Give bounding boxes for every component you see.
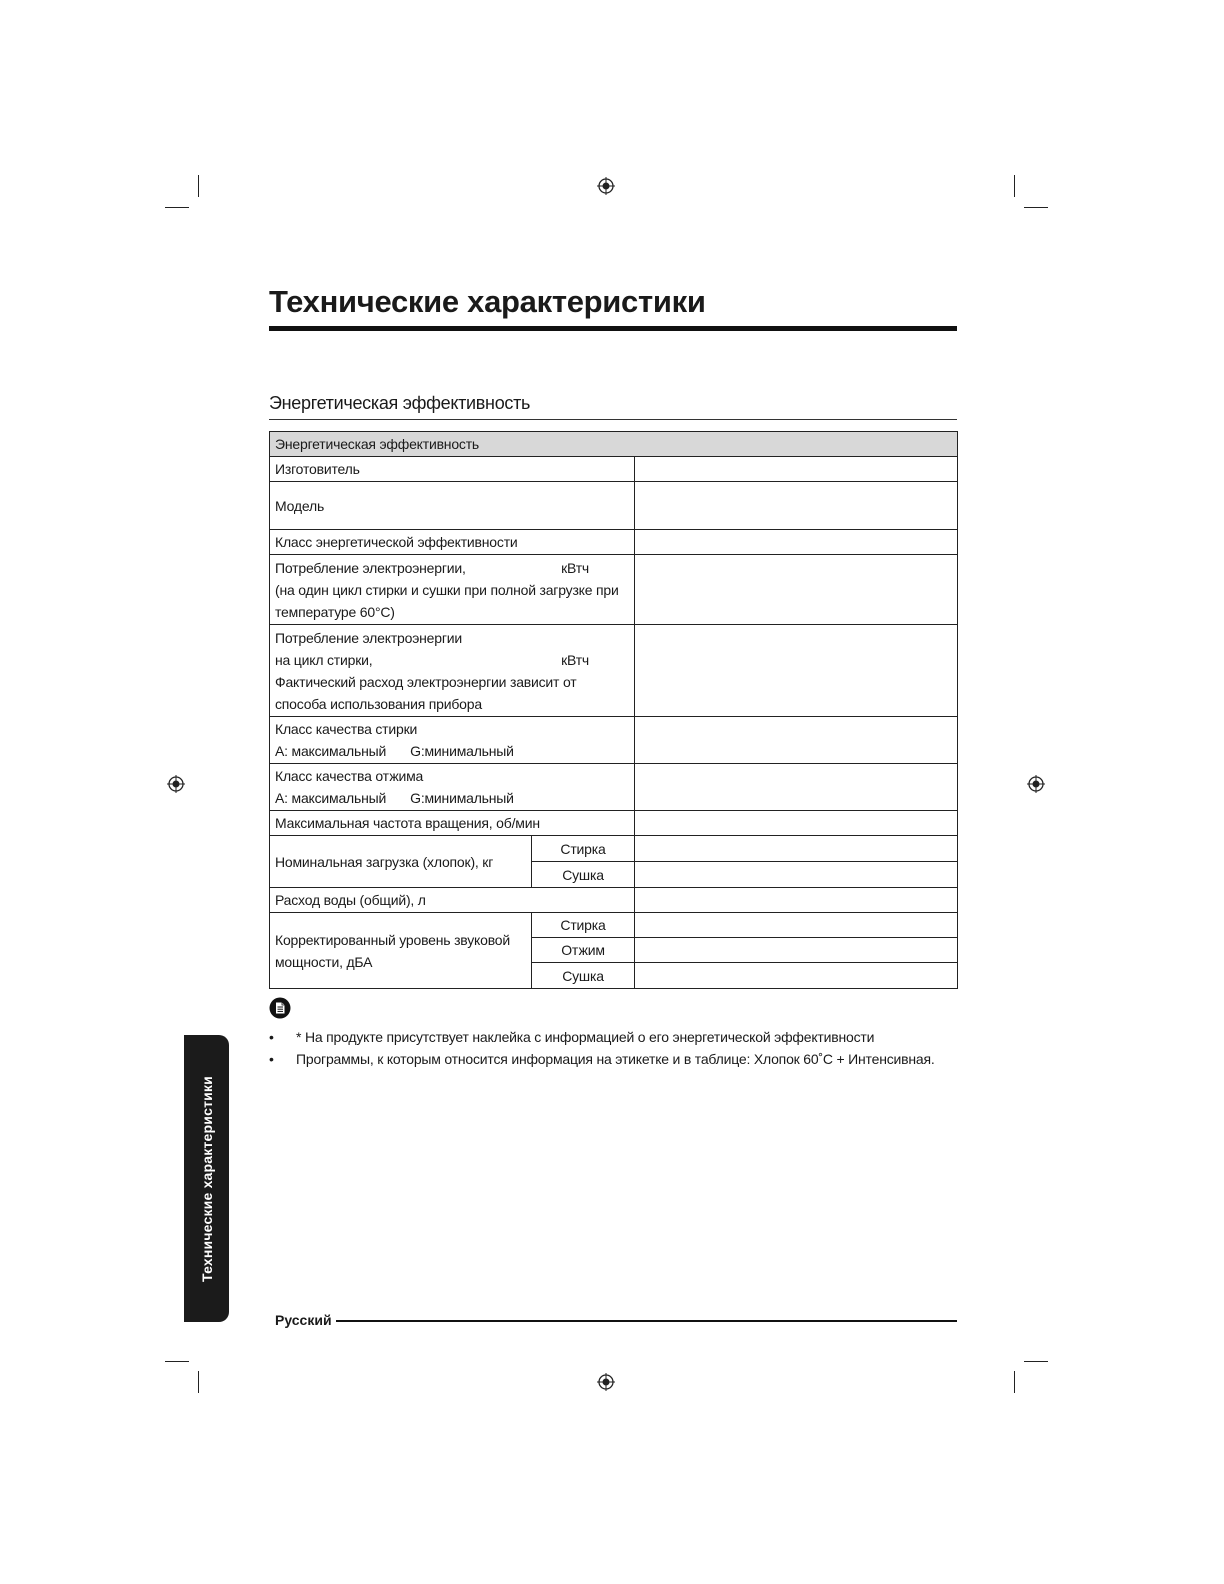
table-row [270, 555, 958, 625]
sub-label-spin: Отжим [532, 938, 635, 963]
cell-consumption-wash [270, 625, 635, 717]
table-row [270, 836, 958, 862]
unit-kwh: кВтч [561, 651, 589, 668]
table-row [270, 482, 958, 530]
scale-max: А: максимальный [275, 790, 387, 806]
registration-mark-icon [597, 1373, 615, 1391]
label-consumption-wash-dry: Потребление электроэнергии, [275, 559, 466, 576]
table-row [270, 888, 958, 913]
table-row [270, 717, 958, 764]
table-row [270, 811, 958, 836]
value-cell [635, 836, 958, 862]
cell-consumption-wash-dry [270, 555, 635, 625]
sub-label-dry: Сушка [532, 862, 635, 888]
label-water: Расход воды (общий), л [270, 888, 635, 913]
note-icon [269, 997, 291, 1019]
table-header-row [270, 432, 958, 457]
notes-list [269, 1026, 935, 1070]
value-cell [635, 862, 958, 888]
sub-label-wash: Стирка [532, 913, 635, 938]
section-rule [269, 419, 957, 420]
cell-wash-class [270, 717, 635, 764]
title-rule [269, 326, 957, 331]
value-cell [635, 625, 958, 717]
unit-kwh: кВтч [561, 559, 589, 576]
label-wash-class: Класс качества стирки [275, 721, 418, 737]
crop-mark [1014, 175, 1015, 197]
value-cell [635, 457, 958, 482]
scale-min: G:минимальный [410, 743, 514, 759]
side-tab-label: Технические характеристики [198, 1075, 215, 1282]
crop-mark [165, 207, 189, 208]
label-energy-class: Класс энергетической эффективности [270, 530, 635, 555]
crop-mark [198, 1371, 199, 1393]
side-tab [184, 1035, 229, 1322]
scale-min: G:минимальный [410, 790, 514, 806]
label-consumption-wash: Потребление электроэнергии [275, 629, 462, 646]
list-item: • Программы, к которым относится информация на этикетке и в таблице: Хлопок 60˚C + Интенсивная. [269, 1048, 935, 1070]
energy-efficiency-table [269, 431, 958, 989]
footer-rule [336, 1320, 957, 1322]
label-model: Модель [270, 482, 635, 530]
table-row [270, 530, 958, 555]
table-row [270, 625, 958, 717]
value-cell [635, 717, 958, 764]
table-row [270, 764, 958, 811]
table-row [270, 913, 958, 938]
registration-mark-icon [167, 775, 185, 793]
label-manufacturer: Изготовитель [270, 457, 635, 482]
crop-mark [165, 1361, 189, 1362]
scale-max: А: максимальный [275, 743, 387, 759]
label-max-spin: Максимальная частота вращения, об/мин [270, 811, 635, 836]
note-consumption-wash: Фактический расход электроэнергии зависит от способа использования прибора [275, 673, 577, 712]
registration-mark-icon [597, 177, 615, 195]
crop-mark [1024, 1361, 1048, 1362]
crop-mark [198, 175, 199, 197]
value-cell [635, 482, 958, 530]
value-cell [635, 811, 958, 836]
note-consumption-wash-dry: (на один цикл стирки и сушки при полной загрузке при температуре 60°C) [275, 581, 619, 620]
page-title: Технические характеристики [269, 284, 706, 319]
sub-label-dry: Сушка [532, 963, 635, 989]
label-rated-load: Номинальная загрузка (хлопок), кг [270, 836, 532, 888]
crop-mark [1024, 207, 1048, 208]
value-cell [635, 913, 958, 938]
label-spin-class: Класс качества отжима [275, 768, 424, 784]
table-header: Энергетическая эффективность [270, 432, 958, 457]
crop-mark [1014, 1371, 1015, 1393]
section-title: Энергетическая эффективность [269, 393, 531, 413]
cell-spin-class [270, 764, 635, 811]
table-row [270, 457, 958, 482]
value-cell [635, 938, 958, 963]
registration-mark-icon [1027, 775, 1045, 793]
value-cell [635, 764, 958, 811]
label-per-wash-cycle: на цикл стирки, [275, 651, 373, 668]
sub-label-wash: Стирка [532, 836, 635, 862]
value-cell [635, 888, 958, 913]
label-noise: Корректированный уровень звуковой мощности, дБА [270, 913, 532, 989]
value-cell [635, 963, 958, 989]
value-cell [635, 530, 958, 555]
list-item: • * На продукте присутствует наклейка с информацией о его энергетической эффективности [269, 1026, 935, 1048]
footer-language: Русский [275, 1312, 332, 1328]
value-cell [635, 555, 958, 625]
